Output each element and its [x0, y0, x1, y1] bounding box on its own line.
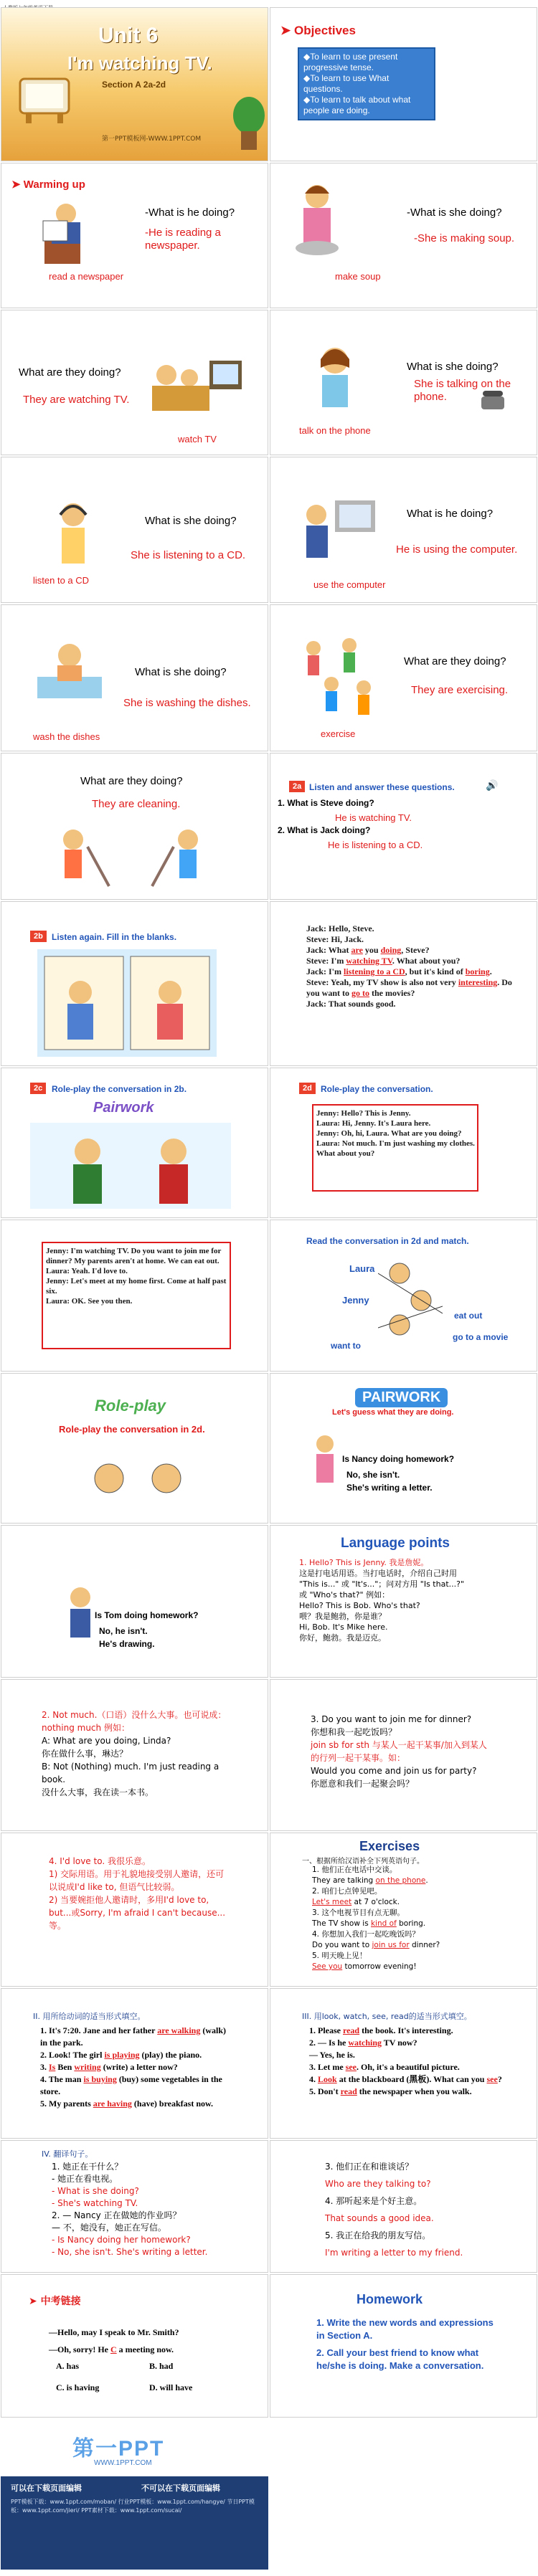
title-2b: Listen again. Fill in the blanks. [52, 932, 177, 942]
option-a[interactable]: A. has [56, 2361, 80, 2371]
slide-watch-tv [1, 310, 268, 455]
dialogue-2b [306, 923, 522, 1009]
brand-logo: 第一PPT [72, 2437, 165, 2461]
section-label: Section A 2a-2d [102, 80, 166, 90]
line-1: Jack: Hello, Steve. [306, 923, 374, 933]
line-4: Laura: OK. See you then. [46, 1297, 133, 1306]
dialogue-2d [316, 1108, 476, 1159]
tag-2b: 2b [30, 931, 47, 942]
example-1-cn: 喂？我是鲍勃，你是谁？ [299, 1612, 386, 1621]
line-3: Jack: What are you doing, Steve? [306, 945, 430, 955]
exercises-title: Exercises [359, 1839, 420, 1853]
tom-answer-2: He's drawing. [99, 1639, 155, 1649]
line-3: Jenny: Oh, hi, Laura. What are you doing? [316, 1129, 462, 1138]
slide-exercises-3 [270, 1988, 537, 2139]
tr2-line-3: 4. 那听起来是个好主意。 [325, 2196, 423, 2206]
pairwork-art: Pairwork [93, 1100, 154, 1116]
slide-not-much [1, 1679, 268, 1831]
tom-question: Is Tom doing homework? [95, 1610, 199, 1620]
tom-answer-1: No, he isn't. [99, 1626, 148, 1636]
line-3: Jenny: Let's meet at my home first. Come at half past six. [46, 1277, 227, 1296]
name-jenny: Jenny [342, 1295, 369, 1306]
point-4-b2: 2) 当要婉拒他人邀请时，多用I'd love to, but...或Sorry, I'm afraid I can't because...等。 [49, 1895, 226, 1931]
girl-dishes-illustration [30, 634, 109, 713]
example-2-cn: 你好，鲍勃。我是迈克。 [299, 1633, 386, 1643]
phrase-eat-out: eat out [454, 1311, 483, 1321]
slide-cleaning [1, 753, 268, 900]
exam-title: ➤ 中考链接 [29, 2296, 81, 2307]
word-want-to: want to [331, 1341, 361, 1351]
slide-listen-cd [1, 457, 268, 603]
caption-wash-dishes: wash the dishes [33, 731, 100, 742]
answer-washing: She is washing the dishes. [123, 697, 251, 709]
ex-line-7: 4. 你想加入我们一起吃晚饭吗？ [312, 1930, 420, 1939]
line-7: Jack: That sounds good. [306, 999, 396, 1009]
slide-use-computer [270, 457, 537, 603]
exam-q2: —Oh, sorry! He C a meeting now. [49, 2344, 174, 2354]
dialogue-continued [46, 1246, 228, 1306]
objective-1: ◆To learn to use present progressive tense. [303, 52, 398, 72]
tr-line-1: 1. 她正在干什么？ [52, 2162, 123, 2172]
question-2a-2: 2. What is Jack doing? [278, 825, 371, 835]
question-he-2: What is he doing? [407, 508, 494, 520]
example-3-cn: 你愿意和我们一起聚会吗？ [311, 1779, 415, 1789]
objectives-heading: ➤ Objectives [280, 24, 356, 37]
answer-2a-2: He is listening to a CD. [328, 840, 423, 850]
exercises-header: 一、根据所给汉语补全下列英语句子。 [302, 1858, 424, 1866]
title-2d: Role-play the conversation. [321, 1084, 433, 1094]
pairwork-banner: PAIRWORK [355, 1388, 448, 1407]
question-she: -What is she doing? [407, 206, 502, 219]
caption-use-computer: use the computer [313, 579, 386, 590]
exercise-2-header: II. 用所给动词的适当形式填空。 [33, 2012, 146, 2021]
page-header [0, 0, 538, 7]
homework-1: 1. Write the new words and expressions in Section A. [316, 2317, 494, 2341]
ex-line-5: 3. 这个电视节目有点无聊。 [312, 1909, 405, 1917]
answer-using-computer: He is using the computer. [396, 543, 518, 556]
exercise-3-lines [309, 2025, 503, 2098]
girl-writing-illustration [311, 1431, 339, 1503]
role-play-art: Role-play [95, 1397, 166, 1415]
answer-listening: She is listening to a CD. [131, 549, 246, 561]
option-d[interactable]: D. will have [149, 2382, 193, 2392]
option-c[interactable]: C. is having [56, 2382, 100, 2392]
ex-line-3: 2. 咱们七点钟见吧。 [312, 1887, 382, 1896]
slide-2d-continued [1, 1220, 268, 1372]
answer-2a-1: He is watching TV. [335, 812, 412, 823]
tr-line-5: 2. — Nancy 正在做她的作业吗？ [52, 2210, 181, 2220]
example-2b: B: Not (Nothing) much. I'm just reading a book. [42, 1762, 220, 1784]
example-2a-cn: 你在做什么事，琳达？ [42, 1749, 128, 1759]
ex3-line-6: 5. Don't read the newspaper when you walk. [309, 2086, 472, 2096]
point-2 [42, 1708, 228, 1799]
exam-q1: —Hello, may I speak to Mr. Smith? [49, 2327, 179, 2337]
answer-making-soup: -She is making soup. [414, 232, 515, 244]
tag-2d: 2d [299, 1083, 316, 1094]
point-1 [299, 1557, 471, 1643]
line-4: Steve: I'm watching TV. What about you? [306, 956, 461, 966]
ex2-line-5: 5. My parents are having (have) breakfast now. [40, 2099, 214, 2109]
question-they-3: What are they doing? [80, 775, 183, 787]
slide-wash-dishes [1, 604, 268, 751]
translate-lines-2 [325, 2158, 511, 2261]
slide-exercise [270, 604, 537, 751]
example-2a: A: What are you doing, Linda? [42, 1736, 171, 1746]
exercise-3-header: III. 用look, watch, see, read的适当形式填空。 [302, 2012, 472, 2021]
tr2-line-4: That sounds a good idea. [325, 2213, 434, 2223]
kids-phone-illustration [88, 1453, 188, 1510]
point-4-b1: 1) 交际用语。用于礼貌地接受别人邀请，还可以说成I'd like to, 但语气比较弱。 [49, 1869, 225, 1892]
ex-line-4: Let's meet at 7 o'clock. [312, 1898, 400, 1906]
objective-3: ◆To learn to talk about what people are doing. [303, 95, 411, 115]
question-she-3: What is she doing? [145, 515, 237, 527]
tr2-line-2: Who are they talking to? [325, 2179, 431, 2189]
line-4: Laura: Not much. I'm just washing my clothes. What about you? [316, 1139, 475, 1158]
ex3-line-3: — Yes, he is. [309, 2050, 355, 2060]
woman-cooking-illustration [285, 178, 349, 264]
slide-guess [270, 1373, 537, 1524]
tr2-line-5: 5. 我正在给我的朋友写信。 [325, 2230, 431, 2240]
objectives-box [298, 47, 435, 120]
slide-translate-2 [270, 2140, 537, 2273]
kids-talking-illustration [30, 1123, 231, 1209]
brand-subtitle: 第一PPT模板网-WWW.1PPT.COM [102, 136, 202, 143]
slide-making-soup [270, 163, 537, 308]
tr2-line-6: I'm writing a letter to my friend. [325, 2248, 463, 2258]
kids-cleaning-illustration [37, 818, 238, 890]
ex-line-6: The TV show is kind of boring. [312, 1919, 426, 1928]
ex2-line-1: 1. It's 7:20. Jane and her father are walking (walk) in the park. [40, 2025, 227, 2048]
fine-print: PPT模板下载：www.1ppt.com/moban/ 行业PPT模板：www.1ppt.com/hangye/ 节日PPT模板：www.1ppt.com/jieri/ PPT素材下载：www.1ppt.com/sucai/ [11, 2499, 255, 2514]
point-4-title: 4. I'd love to. 我很乐意。 [49, 1856, 151, 1866]
question-2a-1: 1. What is Steve doing? [278, 798, 374, 808]
language-points-title: Language points [341, 1536, 450, 1551]
caption-make-soup: make soup [335, 271, 381, 282]
caption-talk-phone: talk on the phone [299, 425, 371, 436]
homework-title: Homework [357, 2292, 423, 2306]
tr-line-8: - No, she isn't. She's writing a letter. [52, 2247, 208, 2257]
title-2a: Listen and answer these questions. [309, 782, 455, 792]
point-2-title: 2. Not much.（口语）没什么大事。也可说成：nothing much 例如： [42, 1710, 227, 1733]
slide-2a [270, 753, 537, 900]
tr-line-6: — 不，她没有，她正在写信。 [52, 2223, 166, 2233]
slide-role-play [1, 1373, 268, 1524]
caption-listen-cd: listen to a CD [33, 575, 90, 586]
lesson-title: I'm watching TV. [67, 52, 212, 74]
dialogue-box-continued [42, 1242, 231, 1349]
caption-watch-tv: watch TV [178, 434, 217, 445]
answer-reading: -He is reading a newspaper. [145, 227, 221, 252]
translate-header: IV. 翻译句子。 [42, 2149, 93, 2159]
ex-line-1: 1. 他们正在电话中交谈。 [312, 1866, 397, 1874]
slide-talk-phone [270, 310, 537, 455]
objective-2: ◆To learn to use What questions. [303, 73, 390, 94]
point-3-cn: 你想和我一起吃饭吗？ [311, 1727, 397, 1737]
question-he: -What is he doing? [145, 206, 235, 219]
guess-answer-1: No, she isn't. [346, 1470, 400, 1480]
point-4 [49, 1855, 228, 1932]
homework-2: 2. Call your best friend to know what he/she is doing. Make a conversation. [316, 2347, 484, 2371]
example-1: Hello? This is Bob. Who's that? [299, 1601, 420, 1610]
tag-2a: 2a [289, 781, 305, 792]
point-1-title: 1. Hello? This is Jenny. 我是詹妮。 [299, 1558, 429, 1567]
ex3-line-1: 1. Please read the book. It's interesting. [309, 2025, 453, 2035]
point-1-explain: 这是打电话用语。当打电话时，介绍自己时用 "This is..." 或 "It's..."；问对方用 "Is that...?" 或 "Who's that?" 例如： [299, 1569, 465, 1600]
line-1: Jenny: Hello? This is Jenny. [316, 1109, 411, 1118]
example-2: Hi, Bob. It's Mike here. [299, 1622, 388, 1632]
point-3 [311, 1713, 490, 1790]
ex3-line-5: 4. Look at the blackboard (黑板). What can you see? [309, 2074, 502, 2084]
warming-heading: ➤ Warming up [11, 179, 85, 191]
answer-exercising: They are exercising. [411, 684, 509, 696]
point-3-title: 3. Do you want to join me for dinner? [311, 1714, 472, 1724]
option-b[interactable]: B. had [149, 2361, 174, 2371]
tr-line-3: - What is she doing? [52, 2186, 139, 2196]
guess-answer-2: She's writing a letter. [346, 1483, 433, 1493]
slide-language-points [270, 1525, 537, 1678]
slide-title [1, 7, 268, 161]
slide-objectives [270, 7, 537, 161]
exercise-lines [312, 1865, 491, 1972]
line-5: Jack: I'm listening to a CD, but it's kind of boring. [306, 966, 492, 976]
point-3-explain: join sb for sth 与某人一起干某事/加入到某人的行列一起干某事。如： [311, 1740, 487, 1763]
phrase-go-to-movie: go to a movie [453, 1332, 509, 1342]
example-3: Would you come and join us for party? [311, 1766, 477, 1776]
ex-line-8: Do you want to join us for dinner? [312, 1941, 440, 1949]
slide-2d [270, 1068, 537, 1218]
plant-illustration [231, 94, 267, 151]
match-title: Read the conversation in 2d and match. [306, 1236, 469, 1246]
question-she-4: What is she doing? [135, 666, 227, 678]
ex2-line-3: 3. Is Ben writing (write) a letter now? [40, 2062, 178, 2072]
man-computer-illustration [299, 486, 378, 565]
slide-join [270, 1679, 537, 1831]
ex-line-10: See you tomorrow evening! [312, 1962, 417, 1971]
line-2: Steve: Hi, Jack. [306, 934, 364, 944]
answer-cleaning: They are cleaning. [92, 798, 181, 810]
slide-2c [1, 1068, 268, 1218]
exercise-2-lines [40, 2025, 234, 2110]
example-2b-cn: 没什么大事，我在读一本书。 [42, 1787, 154, 1797]
tr-line-7: - Is Nancy doing her homework? [52, 2235, 191, 2245]
title-2c: Role-play the conversation in 2b. [52, 1084, 187, 1094]
answer-talking: She is talking on the phone. [414, 378, 511, 403]
unit-label: Unit 6 [98, 24, 159, 47]
tr2-line-1: 3. 他们正在和谁谈话？ [325, 2162, 414, 2172]
slide-id-love-to [1, 1833, 268, 1987]
name-laura: Laura [349, 1263, 375, 1274]
ex3-line-2: 2. — Is he watching TV now? [309, 2038, 417, 2048]
translate-lines [52, 2161, 253, 2258]
question-they: What are they doing? [19, 366, 121, 379]
tr-line-4: - She's watching TV. [52, 2198, 138, 2208]
line-1: Jenny: I'm watching TV. Do you want to join me for dinner? My parents aren't at home. We can eat out. [46, 1247, 222, 1265]
slide-2b-dialogue [270, 901, 537, 1066]
footer-band [1, 2476, 268, 2570]
man-reading-illustration [37, 192, 95, 271]
caption-exercise: exercise [321, 728, 356, 739]
speaker-icon[interactable]: 🔊 [486, 779, 499, 791]
tr-line-2: - 她正在看电视。 [52, 2174, 118, 2184]
ex2-line-4: 4. The man is buying (buy) some vegetables in the store. [40, 2074, 222, 2096]
line-2: Laura: Hi, Jenny. It's Laura here. [316, 1119, 431, 1128]
slide-exercises-1 [270, 1833, 537, 1987]
question-they-2: What are they doing? [404, 655, 506, 667]
kids-exercising-illustration [292, 627, 385, 720]
role-play-subtitle: Role-play the conversation in 2d. [59, 1424, 205, 1435]
portrait-illustrations [378, 1256, 443, 1342]
guess-question: Is Nancy doing homework? [342, 1454, 455, 1464]
slide-homework [270, 2274, 537, 2418]
slide-exam-link [1, 2274, 268, 2418]
left-title: 可以在下载页面编辑 [11, 2484, 82, 2493]
tag-2c: 2c [30, 1083, 46, 1094]
line-6: Steve: Yeah, my TV show is also not very interesting. Do you want to go to the movies? [306, 977, 512, 998]
question-she-2: What is she doing? [407, 361, 499, 373]
family-tv-illustration [145, 346, 245, 425]
slide-exercises-2 [1, 1988, 268, 2139]
guess-subtitle: Let's guess what they are doing. [332, 1408, 454, 1417]
slide-warming-up [1, 163, 268, 308]
brand-url[interactable]: WWW.1PPT.COM [94, 2459, 152, 2467]
ex2-line-2: 2. Look! The girl is playing (play) the piano. [40, 2050, 202, 2060]
slide-match [270, 1220, 537, 1372]
girl-phone-illustration [306, 339, 364, 418]
exam-question [49, 2324, 250, 2358]
right-title: 不可以在下载页面编辑 [141, 2484, 220, 2493]
slide-tom [1, 1525, 268, 1678]
homework-items [316, 2316, 503, 2372]
scene-2b-illustration [37, 949, 217, 1057]
ex3-line-4: 3. Let me see. Oh, it's a beautiful picture. [309, 2062, 460, 2072]
girl-headphones-illustration [44, 493, 102, 572]
slide-translate-1 [1, 2140, 268, 2273]
dialogue-box-2d [312, 1104, 478, 1192]
answer-watching-tv: They are watching TV. [23, 394, 130, 406]
slide-brand-footer [1, 2419, 268, 2573]
ex-line-9: 5. 明天晚上见！ [312, 1952, 367, 1960]
ex-line-2: They are talking on the phone. [312, 1876, 428, 1885]
slide-2b [1, 901, 268, 1066]
caption-read-newspaper: read a newspaper [49, 271, 124, 282]
line-2: Laura: Yeah. I'd love to. [46, 1267, 128, 1275]
tv-illustration [16, 76, 73, 126]
